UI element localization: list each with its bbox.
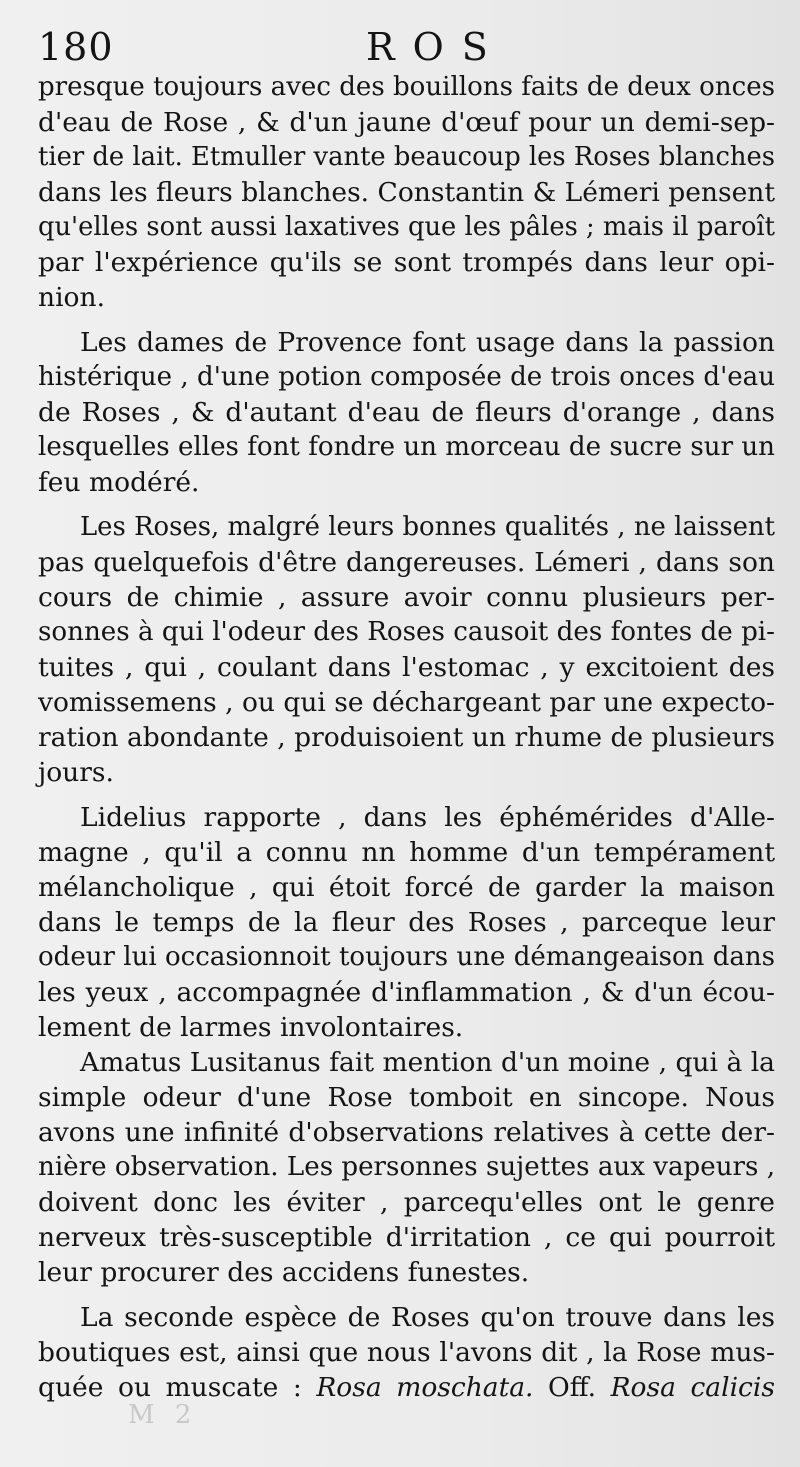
paragraph [38, 1045, 775, 1290]
paragraph [38, 800, 775, 1045]
text-line: d'eau de Rose , & d'un jaune d'œuf pour un demi-sep- [38, 107, 775, 138]
text-line: Amatus Lusitanus fait mention d'un moine , qui à la [80, 1047, 775, 1078]
text-line: les yeux , accompagnée d'inflammation , & d'un écou- [38, 977, 775, 1008]
text-line: tier de lait. Etmuller vante beaucoup les Roses blanches [38, 142, 775, 172]
paragraph [38, 1300, 775, 1405]
text-line: pas quelquefois d'être dangereuses. Lémeri , dans son [38, 547, 775, 578]
text-line: lesquelles elles font fondre un morceau de sucre sur un [38, 432, 775, 462]
text-line: sonnes à qui l'odeur des Roses causoit des fontes de pi- [38, 617, 775, 647]
text-line: qu'elles sont aussi laxatives que les pâles ; mais il paroît [38, 212, 775, 242]
text-line: Les Roses, malgré leurs bonnes qualités , ne laissent [80, 512, 775, 542]
paragraph [38, 510, 775, 790]
text-line: avons une infinité d'observations relatives à cette der- [38, 1117, 775, 1148]
text-line: nerveux très-susceptible d'irritation , ce qui pourroit [38, 1222, 775, 1253]
body-text [38, 70, 775, 1405]
text-line: de Roses , & d'autant d'eau de fleurs d'orange , dans [38, 397, 775, 428]
text-line: par l'expérience qu'ils se sont trompés dans leur opi- [38, 247, 775, 278]
text-line: nière observation. Les personnes sujettes aux vapeurs , [38, 1152, 776, 1182]
page-number: 180 [38, 25, 114, 69]
text-line: histérique , d'une potion composée de trois onces d'eau [38, 362, 775, 392]
text-line: La seconde espèce de Roses qu'on trouve dans les [80, 1302, 775, 1333]
text-line: boutiques est, ainsi que nous l'avons dit , la Rose mus- [38, 1337, 775, 1368]
text-line: doivent donc les éviter , parcequ'elles ont le genre [38, 1187, 775, 1218]
text-line: odeur lui occasionnoit toujours une démangeaison dans [38, 942, 775, 972]
paragraph [38, 325, 775, 500]
text-line: Lidelius rapporte , dans les éphémérides d'Alle- [80, 802, 775, 833]
text-line: lement de larmes involontaires. [38, 1012, 464, 1043]
text-line: nion. [38, 282, 105, 313]
page-header [38, 22, 770, 72]
text-line: cours de chimie , assure avoir connu plusieurs per- [38, 582, 775, 613]
text-line: dans les fleurs blanches. Constantin & Lémeri pensent [38, 177, 775, 208]
text-line: presque toujours avec des bouillons faits de deux onces [38, 72, 775, 102]
text-line: leur procurer des accidens funestes. [38, 1257, 530, 1288]
text-line: ration abondante , produisoient un rhume de plusieurs [38, 722, 775, 753]
text-line: dans le temps de la fleur des Roses , parceque leur [38, 907, 775, 938]
text-fragment: Off. [533, 1372, 611, 1403]
text-fragment: quée ou muscate : [38, 1372, 317, 1403]
text-line: simple odeur d'une Rose tomboit en sincope. Nous [38, 1082, 775, 1113]
signature-mark: M 2 [128, 1400, 198, 1430]
text-line: Les dames de Provence font usage dans la passion [80, 327, 775, 358]
latin-name: Rosa calicis [610, 1372, 775, 1403]
text-line: vomissemens , ou qui se déchargeant par une expecto- [38, 687, 775, 718]
running-head: ROS [366, 25, 506, 69]
text-line: feu modéré. [38, 467, 200, 498]
latin-name: Rosa moschata. [316, 1372, 534, 1403]
text-line: magne , qu'il a connu nn homme d'un tempérament [38, 837, 775, 868]
text-line: jours. [38, 757, 114, 788]
paragraph [38, 70, 775, 315]
text-line: tuites , qui , coulant dans l'estomac , y excitoient des [38, 652, 775, 683]
text-line: mélancholique , qui étoit forcé de garder la maison [38, 872, 775, 903]
